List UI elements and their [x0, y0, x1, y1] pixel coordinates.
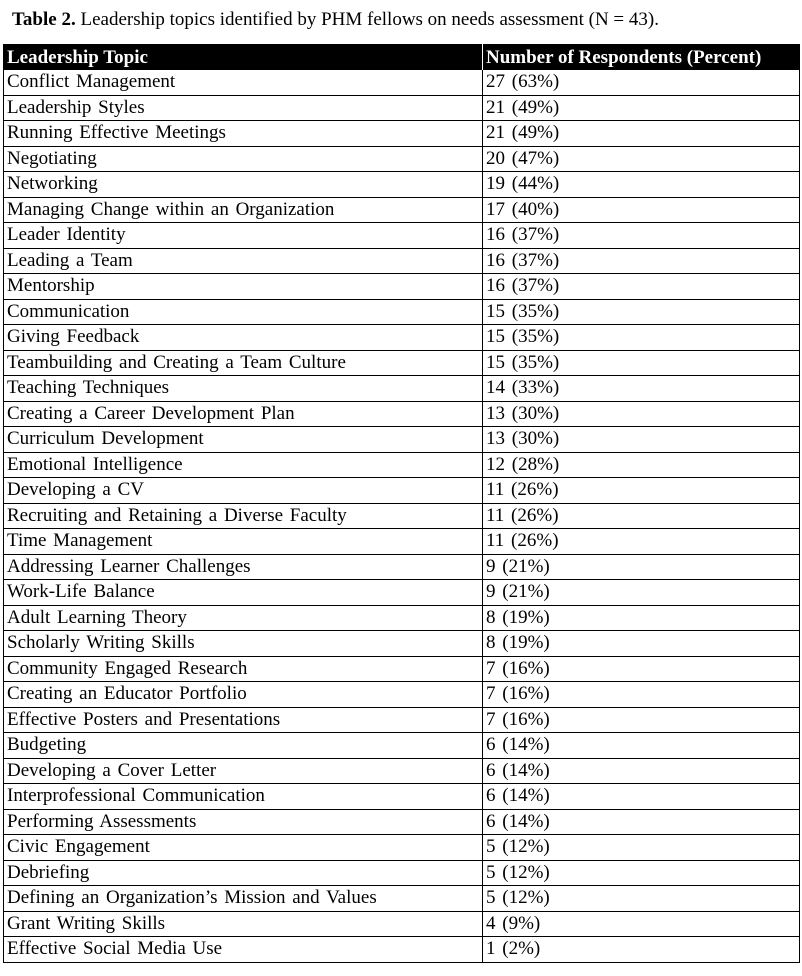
topic-cell: Recruiting and Retaining a Diverse Faculty [4, 503, 483, 529]
table-caption [12, 7, 659, 33]
respondents-cell: 9 (21%) [483, 580, 800, 606]
respondents-cell: 19 (44%) [483, 172, 800, 198]
respondents-cell: 7 (16%) [483, 656, 800, 682]
topic-cell: Creating a Career Development Plan [4, 401, 483, 427]
table-row [4, 376, 800, 402]
respondents-cell: 21 (49%) [483, 95, 800, 121]
table-row [4, 733, 800, 759]
topic-cell: Developing a CV [4, 478, 483, 504]
table-row [4, 631, 800, 657]
respondents-cell: 17 (40%) [483, 197, 800, 223]
topic-cell: Scholarly Writing Skills [4, 631, 483, 657]
topic-cell: Leading a Team [4, 248, 483, 274]
table-row [4, 503, 800, 529]
respondents-cell: 8 (19%) [483, 605, 800, 631]
respondents-cell: 14 (33%) [483, 376, 800, 402]
respondents-cell: 13 (30%) [483, 427, 800, 453]
table-row [4, 835, 800, 861]
table-row [4, 605, 800, 631]
table-caption-text: Leadership topics identified by PHM fellows on needs assessment (N = 43). [75, 9, 659, 30]
table-row [4, 784, 800, 810]
table-header-row [4, 45, 800, 71]
topic-cell: Leadership Styles [4, 95, 483, 121]
topic-cell: Work-Life Balance [4, 580, 483, 606]
topic-cell: Emotional Intelligence [4, 452, 483, 478]
topic-cell: Debriefing [4, 860, 483, 886]
topic-cell: Defining an Organization’s Mission and Values [4, 886, 483, 912]
topic-cell: Community Engaged Research [4, 656, 483, 682]
respondents-cell: 11 (26%) [483, 529, 800, 555]
topic-cell: Developing a Cover Letter [4, 758, 483, 784]
topic-cell: Leader Identity [4, 223, 483, 249]
table-row [4, 886, 800, 912]
table-row [4, 911, 800, 937]
topic-cell: Teambuilding and Creating a Team Culture [4, 350, 483, 376]
topic-cell: Negotiating [4, 146, 483, 172]
topic-cell: Curriculum Development [4, 427, 483, 453]
table-row [4, 554, 800, 580]
topic-cell: Grant Writing Skills [4, 911, 483, 937]
table-row [4, 529, 800, 555]
respondents-cell: 12 (28%) [483, 452, 800, 478]
topic-cell: Conflict Management [4, 70, 483, 95]
respondents-cell: 13 (30%) [483, 401, 800, 427]
table-body [4, 70, 800, 962]
respondents-cell: 6 (14%) [483, 758, 800, 784]
respondents-cell: 6 (14%) [483, 809, 800, 835]
table-row [4, 656, 800, 682]
topic-cell: Effective Posters and Presentations [4, 707, 483, 733]
respondents-cell: 16 (37%) [483, 274, 800, 300]
respondents-cell: 16 (37%) [483, 223, 800, 249]
respondents-cell: 6 (14%) [483, 733, 800, 759]
topic-cell: Adult Learning Theory [4, 605, 483, 631]
respondents-cell: 7 (16%) [483, 707, 800, 733]
respondents-cell: 16 (37%) [483, 248, 800, 274]
table-row [4, 860, 800, 886]
topic-cell: Civic Engagement [4, 835, 483, 861]
table-row [4, 248, 800, 274]
respondents-cell: 5 (12%) [483, 860, 800, 886]
table-row [4, 95, 800, 121]
respondents-cell: 27 (63%) [483, 70, 800, 95]
table-row [4, 197, 800, 223]
table-row [4, 452, 800, 478]
topic-cell: Mentorship [4, 274, 483, 300]
respondents-cell: 15 (35%) [483, 350, 800, 376]
table-row [4, 809, 800, 835]
respondents-cell: 9 (21%) [483, 554, 800, 580]
column-header-topic: Leadership Topic [4, 45, 483, 71]
topic-cell: Addressing Learner Challenges [4, 554, 483, 580]
respondents-cell: 8 (19%) [483, 631, 800, 657]
topic-cell: Managing Change within an Organization [4, 197, 483, 223]
topic-cell: Time Management [4, 529, 483, 555]
table-row [4, 682, 800, 708]
table-row [4, 758, 800, 784]
table-caption-label: Table 2. [12, 9, 76, 30]
table-row [4, 70, 800, 95]
respondents-cell: 11 (26%) [483, 503, 800, 529]
respondents-cell: 21 (49%) [483, 121, 800, 147]
respondents-cell: 4 (9%) [483, 911, 800, 937]
topic-cell: Communication [4, 299, 483, 325]
topic-cell: Giving Feedback [4, 325, 483, 351]
topic-cell: Performing Assessments [4, 809, 483, 835]
topic-cell: Networking [4, 172, 483, 198]
table-row [4, 325, 800, 351]
table-row [4, 274, 800, 300]
topic-cell: Creating an Educator Portfolio [4, 682, 483, 708]
respondents-cell: 5 (12%) [483, 886, 800, 912]
respondents-cell: 15 (35%) [483, 299, 800, 325]
table-row [4, 223, 800, 249]
respondents-cell: 5 (12%) [483, 835, 800, 861]
column-header-respondents: Number of Respondents (Percent) [483, 45, 800, 71]
respondents-cell: 11 (26%) [483, 478, 800, 504]
table-row [4, 937, 800, 963]
table-row [4, 707, 800, 733]
leadership-topics-table [3, 44, 800, 963]
topic-cell: Running Effective Meetings [4, 121, 483, 147]
table-row [4, 350, 800, 376]
topic-cell: Budgeting [4, 733, 483, 759]
table-row [4, 299, 800, 325]
table-row [4, 146, 800, 172]
respondents-cell: 6 (14%) [483, 784, 800, 810]
respondents-cell: 7 (16%) [483, 682, 800, 708]
topic-cell: Interprofessional Communication [4, 784, 483, 810]
table-row [4, 427, 800, 453]
topic-cell: Effective Social Media Use [4, 937, 483, 963]
table-row [4, 401, 800, 427]
table-row [4, 580, 800, 606]
respondents-cell: 20 (47%) [483, 146, 800, 172]
respondents-cell: 15 (35%) [483, 325, 800, 351]
table-row [4, 478, 800, 504]
table-row [4, 172, 800, 198]
respondents-cell: 1 (2%) [486, 938, 541, 960]
topic-cell: Teaching Techniques [4, 376, 483, 402]
table-row [4, 121, 800, 147]
